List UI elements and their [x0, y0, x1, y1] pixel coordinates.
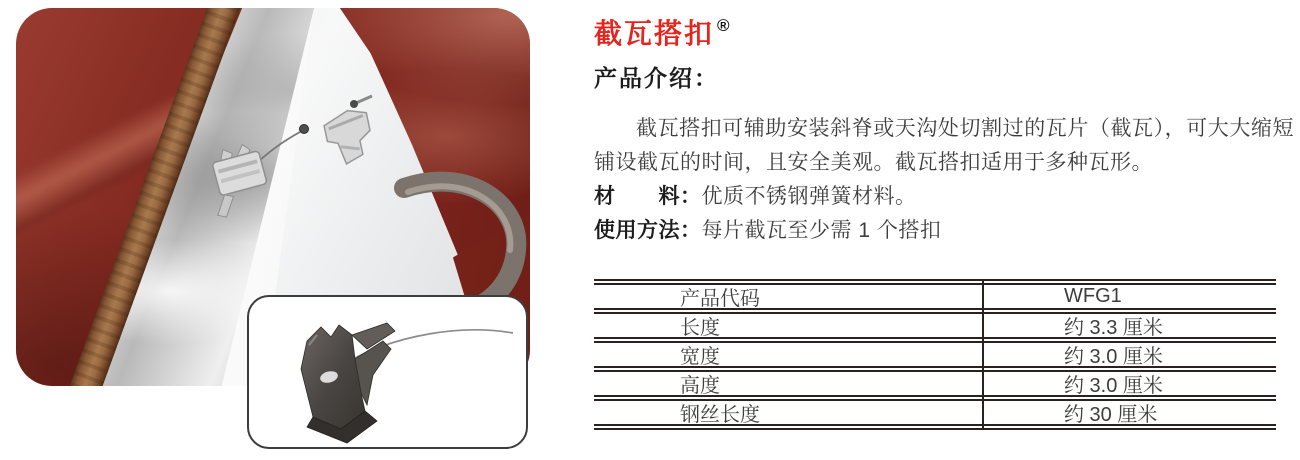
clip-body — [301, 323, 395, 443]
spec-table-rows — [594, 279, 1276, 430]
material-line — [594, 180, 1294, 214]
registered-trademark: ® — [717, 16, 730, 35]
product-title-text: 截瓦搭扣 — [594, 18, 715, 49]
table-row — [594, 285, 1276, 308]
spec-value: 约 30 厘米 — [1064, 404, 1158, 426]
clip-product-illustration — [249, 297, 526, 447]
usage-value: 每片截瓦至少需 1 个搭扣 — [701, 219, 942, 242]
screw-head — [300, 125, 309, 134]
page-title — [594, 12, 730, 52]
table-row — [594, 314, 1276, 337]
tile-clip-installed-1 — [202, 141, 273, 219]
usage-line — [594, 214, 1294, 248]
spec-table — [594, 279, 1276, 430]
tile-clip-installed-2 — [322, 107, 376, 167]
intro-block — [594, 112, 1294, 248]
spec-label: 宽度 — [680, 346, 720, 368]
usage-label: 使用方法： — [594, 219, 702, 242]
table-row — [594, 401, 1276, 424]
spec-label: 长度 — [680, 317, 720, 339]
spec-label: 产品代码 — [680, 288, 760, 310]
spec-label: 钢丝长度 — [680, 404, 760, 426]
spec-label: 高度 — [680, 375, 720, 397]
material-value: 优质不锈钢弹簧材料。 — [701, 185, 917, 208]
material-label: 材 料： — [594, 185, 702, 208]
table-row — [594, 372, 1276, 395]
intro-heading: 产品介绍： — [594, 65, 719, 91]
screw-head-2 — [350, 100, 358, 108]
spec-value: WFG1 — [1064, 285, 1122, 307]
intro-paragraph: 截瓦搭扣可辅助安装斜脊或天沟处切割过的瓦片（截瓦），可大大缩短铺设截瓦的时间，且安全美观。截瓦搭扣适用于多种瓦形。 — [594, 117, 1294, 174]
table-row — [594, 343, 1276, 366]
screw-shank — [356, 96, 372, 103]
spec-value: 约 3.0 厘米 — [1064, 375, 1163, 397]
table-column-divider — [982, 279, 984, 430]
spec-value: 约 3.0 厘米 — [1064, 346, 1163, 368]
spec-value: 约 3.3 厘米 — [1064, 317, 1163, 339]
product-inset-photo — [247, 295, 528, 449]
